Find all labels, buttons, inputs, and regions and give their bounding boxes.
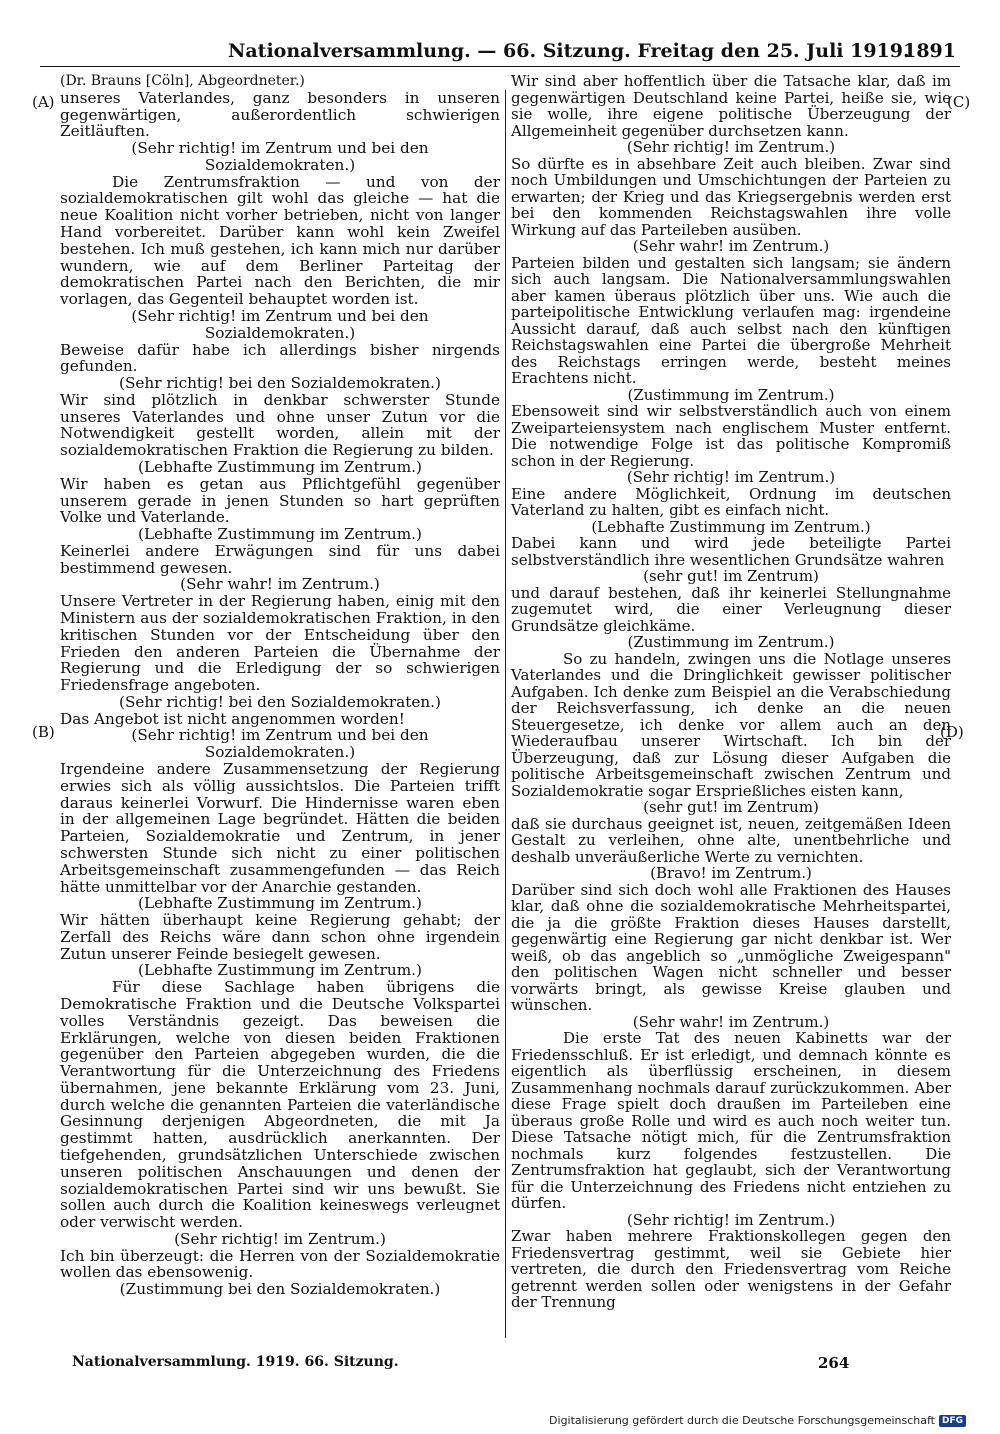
margin-marker-c: (C) — [947, 93, 971, 111]
interjection: (Sehr richtig! im Zentrum und bei den Sozialdemokraten.) — [131, 726, 429, 762]
interjection: (Zustimmung im Zentrum.) — [627, 633, 835, 651]
right-column — [511, 73, 951, 1311]
credit-text: Digitalisierung gefördert durch die Deutsche Forschungsgemeinschaft — [549, 1414, 935, 1427]
paragraph: daß sie durchaus geeignet ist, neuen, zeitgemäßen Ideen Gestalt zu verleihen, ohne alte, unentbehrliche und deshalb unveräußerliche Werte zu vernichten. — [511, 814, 951, 866]
interjection: (Sehr wahr! im Zentrum.) — [632, 1012, 830, 1031]
paragraph: Ebensoweit sind wir selbstverständlich auch von einem Zweiparteiensystem nach englischem Muster entfernt. Die notwendige Folge ist das politische Kompromiß schon in der Regierung. — [511, 402, 951, 470]
paragraph: Wir sind aber hoffentlich über die Tatsache klar, daß im gegenwärtigen Deutschland keine Partei, heiße sie, wie sie wolle, ihre eigene politische Überzeugung der Allgemeinheit gegenüber durchsetzen kann. — [511, 72, 951, 140]
paragraph: Für diese Sachlage haben übrigens die Demokratische Fraktion und die Deutsche Volkspartei volles Verständnis gezeigt. Das beweisen die Erklärungen, welche von diesen beiden Fraktionen gegenüber den Parteien abgegeben wurden, die die Verantwortung für die Unterzeichnung des Friedens übernahmen, jene bekannte Erklärung vom 23. Juni, durch welche die genannten Parteien die vaterländische Gesinnung derjenigen Abgeordneten, die mit Ja gestimmt hatten, ausdrücklich anerkannten. Der tiefgehenden, grundsätzlichen Unterschiede zwischen unseren politischen Anschauungen und denen der sozialdemokratischen Partei sind wir uns bewußt. Sie sollen auch durch die Koalition keineswegs verleugnet oder verwischt werden. — [60, 978, 500, 1232]
paragraph: So dürfte es in absehbare Zeit auch bleiben. Zwar sind noch Umbildungen und Umschichtungen der Parteien zu erwarten; der Krieg und das Kriegsergebnis werden erst bei den kommenden Reichstagswahlen ihre volle Wirkung auf das Parteileben ausüben. — [511, 154, 951, 239]
interjection: (Lebhafte Zustimmung im Zentrum.) — [138, 457, 422, 476]
interjection: (Sehr richtig! im Zentrum und bei den Sozialdemokraten.) — [131, 139, 429, 174]
paragraph: Irgendeine andere Zusammensetzung der Regierung erwies sich als völlig aussichtslos. Die Parteien trifft daraus keinerlei Vorwurf. Die Hindernisse waren eben in der allgemeinen Lage begründet. Hätten die beiden Parteien, Sozialdemokratie und Zentrum, in jener schwersten Stunde sich nicht zu einer politischen Arbeitsgemeinschaft zusammengefunden — das Reich hätte unmittelbar vor der Anarchie gestanden. — [60, 760, 500, 896]
paragraph: So zu handeln, zwingen uns die Notlage unseres Vaterlandes und die Dringlichkeit gewisser politischer Aufgaben. Ich denke zum Beispiel an die Verabschiedung der Reichsverfassung, ich denke an die neuen Steuergesetze, ich denke vor allem auch an den Wiederaufbau unserer Wirtschaft. Ich bin der Überzeugung, daß zur Lösung dieser Aufgaben die politische Arbeitsgemeinschaft zwischen Zentrum und Sozialdemokratie sogar Ersprießliches eisten kann, — [511, 649, 951, 800]
interjection: (Lebhafte Zustimmung im Zentrum.) — [138, 961, 422, 980]
paragraph: Keinerlei andere Erwägungen sind für uns dabei bestimmend gewesen. — [60, 541, 500, 577]
interjection: (Sehr richtig! bei den Sozialdemokraten.) — [119, 692, 441, 711]
paragraph: Zwar haben mehrere Fraktionskollegen gegen den Friedensvertrag gestimmt, weil sie Gebiete hier vertreten, die durch den Friedensvertrag vom Reiche getrennt werden sollen oder wenigstens in der Gefahr der Trennung — [511, 1227, 951, 1311]
interjection: (Zustimmung bei den Sozialdemokraten.) — [119, 1280, 441, 1299]
dfg-logo-icon: DFG — [939, 1415, 966, 1427]
interjection: (Sehr richtig! im Zentrum und bei den Sozialdemokraten.) — [131, 306, 429, 342]
interjection: (Lebhafte Zustimmung im Zentrum.) — [591, 517, 871, 536]
interjection: (Bravo! im Zentrum.) — [650, 864, 812, 882]
interjection: (Lebhafte Zustimmung im Zentrum.) — [138, 894, 422, 913]
paragraph: Dabei kann und wird jede beteiligte Partei selbstverständlich ihre wesentlichen Grundsätze wahren — [511, 534, 951, 569]
interjection: (sehr gut! im Zentrum) — [643, 567, 819, 585]
paragraph: Wir haben es getan aus Pflichtgefühl gegenüber unserem gerade in jenen Stunden so hart geprüften Volke und Vaterlande. — [60, 474, 500, 527]
left-column — [60, 73, 500, 1298]
speaker-header: (Dr. Brauns [Cöln], Abgeordneter.) — [60, 73, 305, 89]
paragraph: Eine andere Möglichkeit, Ordnung im deutschen Vaterland zu halten, gibt es einfach nicht. — [511, 484, 951, 519]
footer-sheet-number: 264 — [818, 1354, 850, 1372]
paragraph: Beweise dafür habe ich allerdings bisher nirgends gefunden. — [60, 340, 500, 376]
paragraph: unseres Vaterlandes, ganz besonders in unseren gegenwärtigen, außerordentlich schwierigen Zeitläuften. — [60, 88, 500, 141]
footer-session: Nationalversammlung. 1919. 66. Sitzung. — [72, 1354, 399, 1370]
paragraph: Wir hätten überhaupt keine Regierung gehabt; der Zerfall des Reichs wäre dann schon ohne irgendein Zutun unserer Feinde besiegelt gewesen. — [60, 911, 500, 963]
interjection: (Sehr richtig! im Zentrum.) — [174, 1229, 386, 1248]
interjection: (Zustimmung im Zentrum.) — [627, 385, 835, 404]
paragraph: Wir sind plötzlich in denkbar schwerster Stunde unseres Vaterlandes und ohne unser Zutun vor die Notwendigkeit gestellt worden, allein mit der sozialdemokratischen Fraktion die Regierung zu bilden. — [60, 390, 500, 460]
paragraph: Das Angebot ist nicht angenommen worden! — [60, 709, 405, 728]
paragraph: Unsere Vertreter in der Regierung haben, einig mit den Ministern aus der sozialdemokratischen Fraktion, in den kritischen Stunden vor der Entscheidung über den Frieden den anderen Parteien die Übernahme der Regierung und die Erledigung der so schwierigen Friedensfrage angeboten. — [60, 592, 500, 695]
paragraph: Parteien bilden und gestalten sich langsam; sie ändern sich auch langsam. Die Nationalversammlungswahlen aber kamen überaus plötzlich über uns. Wie auch die parteipolitische Entwicklung verlaufen mag: irgendeine Aussicht darauf, daß auch selbst nach den künftigen Reichstagswahlen eine Partei die übergroße Mehrheit des Reichstags erringen werde, besteht meines Erachtens nicht. — [511, 253, 951, 387]
interjection: (Sehr wahr! im Zentrum.) — [632, 237, 830, 255]
interjection: (Sehr wahr! im Zentrum.) — [180, 575, 380, 594]
page-number: 1891 — [903, 40, 956, 62]
interjection: (Sehr richtig! im Zentrum.) — [626, 138, 836, 156]
column-divider — [505, 90, 506, 1338]
interjection: (sehr gut! im Zentrum) — [643, 798, 819, 816]
interjection: (Sehr richtig! im Zentrum.) — [626, 468, 836, 486]
paragraph: und darauf bestehen, daß ihr keinerlei Stellungnahme zugemutet wird, die einer Verleugnung dieser Grundsätze gleichkäme. — [511, 583, 951, 635]
margin-marker-d: (D) — [940, 723, 964, 741]
paragraph: Ich bin überzeugt: die Herren von der Sozialdemokratie wollen das ebensowenig. — [60, 1246, 500, 1282]
paragraph: Die erste Tat des neuen Kabinetts war der Friedensschluß. Er ist erledigt, und demnach könnte es eigentlich als überflüssig erscheinen, in diesem Zusammenhang nochmals darauf zurückzukommen. Aber diese Frage spielt doch draußen im Parteileben eine überaus große Rolle und wird es auch noch weiter tun. Diese Tatsache nötigt mich, für die Zentrumsfraktion nochmals kurz folgendes festzustellen. Die Zentrumsfraktion hat geglaubt, sich der Verantwortung für die Unterzeichnung des Friedens nicht entziehen zu dürfen. — [511, 1029, 951, 1212]
interjection: (Sehr richtig! im Zentrum.) — [626, 1210, 836, 1229]
margin-marker-b: (B) — [32, 723, 55, 741]
margin-marker-a: (A) — [32, 93, 55, 111]
paragraph: Die Zentrumsfraktion — und von der sozialdemokratischen gilt wohl das gleiche — hat die neue Koalition nicht vorher betrieben, nicht von langer Hand vorbereitet. Darüber kann wohl kein Zweifel bestehen. Ich muß gestehen, ich kann mich nur darüber wundern, wie auf dem Berliner Parteitag der demokratischen Partei nach den Berichten, die mir vorlagen, das Gegenteil behauptet worden ist. — [60, 172, 500, 309]
digitization-credit — [549, 1414, 966, 1427]
interjection: (Sehr richtig! bei den Sozialdemokraten.) — [119, 374, 441, 393]
header-title: Nationalversammlung. — 66. Sitzung. Freitag den 25. Juli 1919. — [228, 40, 910, 62]
running-header — [40, 40, 960, 67]
paragraph: Darüber sind sich doch wohl alle Fraktionen des Hauses klar, daß ohne die sozialdemokratische Mehrheitspartei, die ja die größte Fraktion dieses Hauses darstellt, gegenwärtig eine Regierung gar nicht denkbar ist. Wer weiß, ob das angeblich so „unmögliche Zweigespann" den politischen Wagen nicht schneller und besser vorwärts bringt, als gewisse Kreise glauben und wünschen. — [511, 880, 951, 1014]
interjection: (Lebhafte Zustimmung im Zentrum.) — [138, 525, 422, 544]
